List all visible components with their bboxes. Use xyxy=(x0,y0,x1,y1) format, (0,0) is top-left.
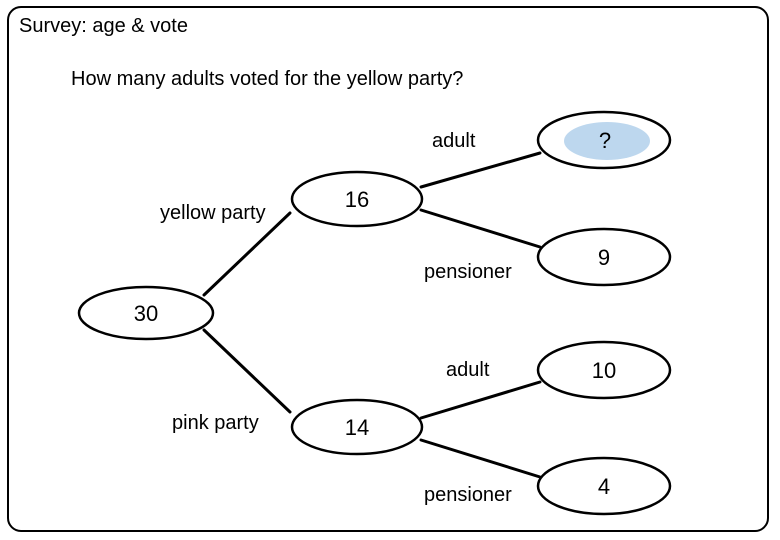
node-pink-party xyxy=(292,400,422,454)
node-pink-pensioner xyxy=(538,458,670,514)
node-yellow-pensioner xyxy=(538,229,670,285)
node-yellow-adult-value: ? xyxy=(598,128,612,153)
node-yellow-party-value: 16 xyxy=(344,187,370,212)
node-yellow-pensioner-value: 9 xyxy=(597,245,611,270)
label-pink-pensioner: pensioner xyxy=(424,484,512,506)
node-pink-adult-value: 10 xyxy=(591,358,617,383)
edge-pink-adult xyxy=(421,382,540,418)
edge-pink-pensioner xyxy=(421,440,540,477)
node-pink-adult xyxy=(538,342,670,398)
card-title: Survey: age & vote xyxy=(19,15,188,37)
node-pink-party-value: 14 xyxy=(344,415,370,440)
edge-yellow-adult xyxy=(421,153,540,187)
node-pink-pensioner-value: 4 xyxy=(597,474,611,499)
question-text: How many adults voted for the yellow party? xyxy=(71,68,464,90)
edge-root-pink xyxy=(204,330,290,412)
node-root xyxy=(79,287,213,339)
label-pink-party: pink party xyxy=(172,412,259,434)
node-root-value: 30 xyxy=(133,301,159,326)
edge-yellow-pensioner xyxy=(421,210,540,247)
label-yellow-adult: adult xyxy=(432,130,476,152)
label-yellow-party: yellow party xyxy=(160,202,266,224)
node-yellow-party xyxy=(292,172,422,226)
edge-root-yellow xyxy=(204,213,290,295)
node-yellow-adult xyxy=(538,112,670,168)
label-yellow-pensioner: pensioner xyxy=(424,261,512,283)
label-pink-adult: adult xyxy=(446,359,490,381)
